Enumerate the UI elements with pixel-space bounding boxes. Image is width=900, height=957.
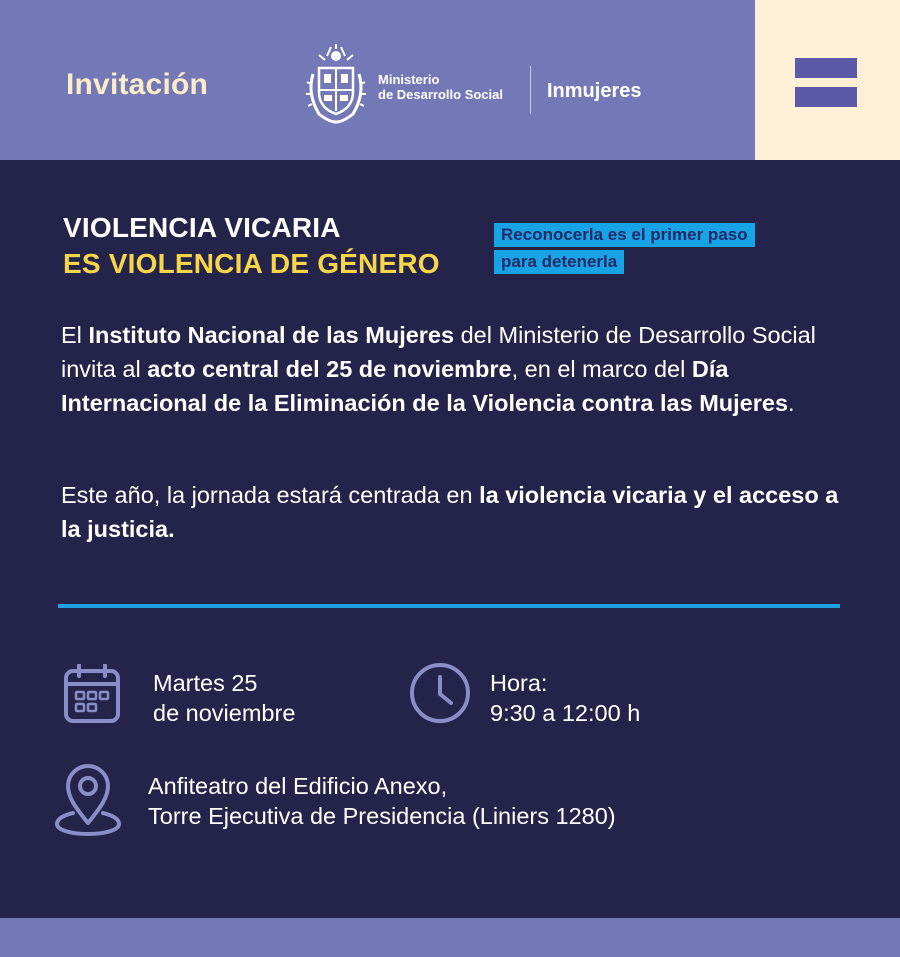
- bold-text: Día Internacional de la Eliminación de la Violencia contra las Mujeres: [61, 356, 789, 416]
- text-run: Este año, la jornada estará centrada en: [61, 482, 480, 508]
- date-line-2: de noviembre: [153, 700, 296, 726]
- footer-band: [0, 918, 900, 957]
- coat-of-arms-icon: [305, 44, 367, 126]
- event-time: [490, 668, 640, 728]
- ministry-name: [378, 72, 503, 102]
- headline-line-1: VIOLENCIA VICARIA: [63, 212, 341, 243]
- place-line-1: Anfiteatro del Edificio Anexo,: [148, 773, 448, 799]
- ministry-line-2: de Desarrollo Social: [378, 87, 503, 102]
- text-run: .: [788, 390, 795, 416]
- invitation-paragraph: [61, 318, 861, 420]
- headline-line-2: ES VIOLENCIA DE GÉNERO: [63, 248, 440, 279]
- tagline-line-2: para detenerla: [494, 250, 624, 274]
- place-line-2: Torre Ejecutiva de Presidencia (Liniers 1280): [148, 803, 616, 829]
- focus-paragraph: [61, 478, 861, 546]
- event-place: [148, 771, 616, 831]
- bold-text: la violencia vicaria y el acceso a la justicia.: [61, 482, 839, 542]
- bold-text: Instituto Nacional de las Mujeres: [88, 322, 455, 348]
- date-line-1: Martes 25: [153, 670, 258, 696]
- logo-divider: [530, 66, 531, 114]
- ministry-line-1: Ministerio: [378, 72, 440, 87]
- text-run: El: [61, 322, 89, 348]
- tagline-line-1: Reconocerla es el primer paso: [494, 223, 755, 247]
- bold-text: acto central del 25 de noviembre: [147, 356, 512, 382]
- section-divider: [58, 604, 840, 608]
- calendar-icon: [63, 664, 121, 724]
- time-line-1: Hora:: [490, 670, 548, 696]
- invitation-label: Invitación: [66, 68, 209, 101]
- flag-stripe-bottom: [795, 87, 857, 107]
- clock-icon: [408, 661, 472, 725]
- text-run: , en el marco del: [511, 356, 692, 382]
- text-run: del Ministerio de Desarrollo Social invita al: [61, 322, 816, 382]
- event-date: [153, 668, 295, 728]
- location-pin-icon: [55, 763, 121, 837]
- org-name: Inmujeres: [547, 80, 642, 102]
- flag-stripe-top: [795, 58, 857, 78]
- flag-icon: [755, 0, 900, 160]
- time-line-2: 9:30 a 12:00 h: [490, 700, 641, 726]
